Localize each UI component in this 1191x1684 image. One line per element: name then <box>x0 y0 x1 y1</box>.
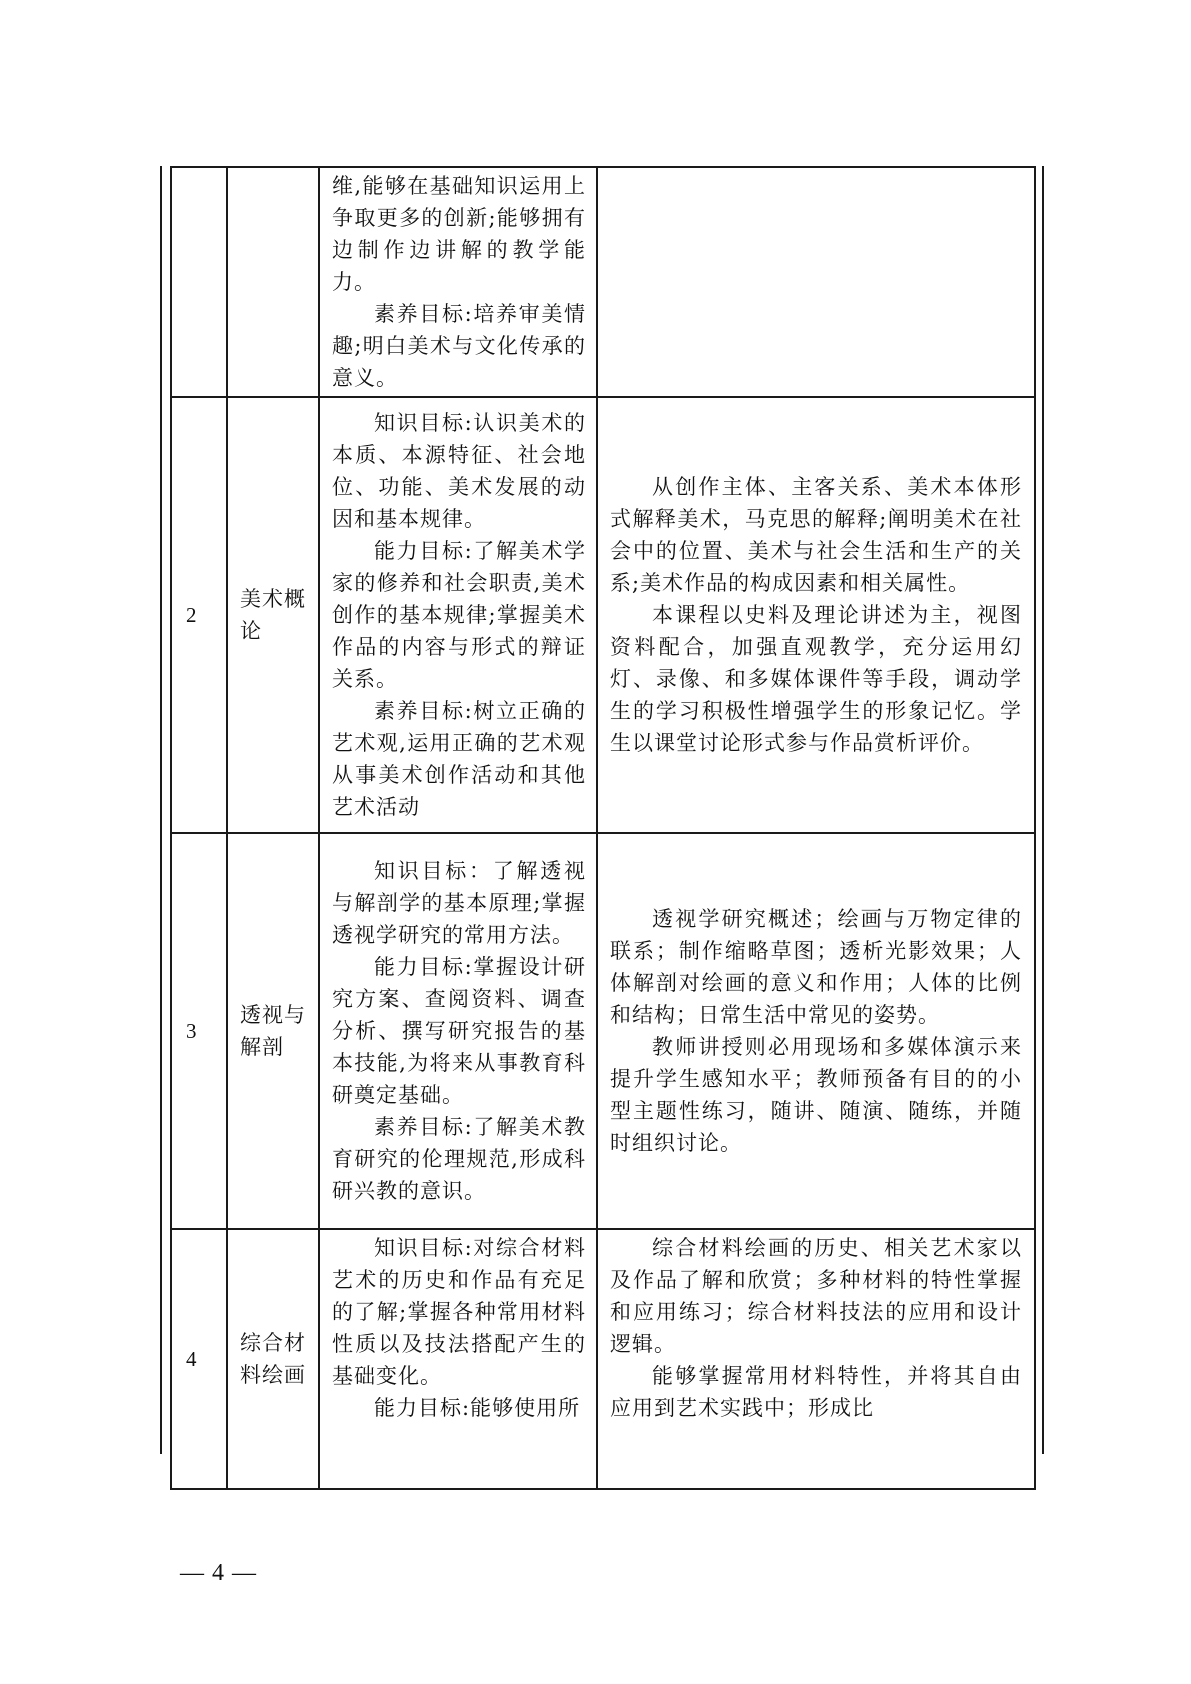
goal-paragraph: 能力目标:能够使用所 <box>374 1396 581 1420</box>
content-paragraph: 从创作主体、主客关系、美术本体形式解释美术，马克思的解释;阐明美术在社会中的位置、美术与社会生活和生产的关系;美术作品的构成因素和相关属性。 <box>610 475 1022 595</box>
course-goals-cell <box>319 167 597 397</box>
course-name-cell: 综合材料绘画 <box>227 1229 319 1489</box>
course-content-cell <box>597 1229 1035 1489</box>
content-paragraph: 教师讲授则必用现场和多媒体演示来提升学生感知水平；教师预备有目的的小型主题性练习，随讲、随演、随练，并随时组织讨论。 <box>610 1035 1022 1155</box>
goal-paragraph: 素养目标:树立正确的艺术观,运用正确的艺术观从事美术创作活动和其他艺术活动 <box>332 699 586 819</box>
content-paragraph: 透视学研究概述；绘画与万物定律的联系；制作缩略草图；透析光影效果；人体解剖对绘画的意义和作用；人体的比例和结构；日常生活中常见的姿势。 <box>610 907 1022 1027</box>
page-number: — 4 — <box>180 1560 257 1586</box>
goal-paragraph: 能力目标:掌握设计研究方案、查阅资料、调查分析、撰写研究报告的基本技能,为将来从事教育科研奠定基础。 <box>332 955 586 1107</box>
curriculum-table <box>170 166 1036 1490</box>
goal-paragraph: 素养目标:了解美术教育研究的伦理规范,形成科研兴教的意识。 <box>332 1115 586 1203</box>
content-paragraph: 综合材料绘画的历史、相关艺术家以及作品了解和欣赏；多种材料的特性掌握和应用练习；综合材料技法的应用和设计逻辑。 <box>610 1236 1022 1356</box>
goal-paragraph: 知识目标:认识美术的本质、本源特征、社会地位、功能、美术发展的动因和基本规律。 <box>332 411 586 531</box>
course-content-cell <box>597 167 1035 397</box>
course-number-cell: 4 <box>171 1229 227 1489</box>
goal-paragraph: 维,能够在基础知识运用上争取更多的创新;能够拥有边制作边讲解的教学能力。 <box>332 174 586 294</box>
course-goals-cell <box>319 397 597 833</box>
course-number-cell: 2 <box>171 397 227 833</box>
course-name-cell: 美术概论 <box>227 397 319 833</box>
goal-paragraph: 素养目标:培养审美情趣;明白美术与文化传承的意义。 <box>332 302 586 390</box>
course-number-cell <box>171 167 227 397</box>
goal-paragraph: 知识目标:对综合材料艺术的历史和作品有充足的了解;掌握各种常用材料性质以及技法搭配产生的基础变化。 <box>332 1236 586 1388</box>
goal-paragraph: 知识目标：了解透视与解剖学的基本原理;掌握透视学研究的常用方法。 <box>332 859 586 947</box>
table-row <box>171 397 1035 833</box>
course-goals-cell <box>319 833 597 1229</box>
table-row <box>171 167 1035 397</box>
course-content-cell <box>597 833 1035 1229</box>
course-goals-cell <box>319 1229 597 1489</box>
table-row <box>171 833 1035 1229</box>
course-name-cell <box>227 167 319 397</box>
course-number-cell: 3 <box>171 833 227 1229</box>
table-row <box>171 1229 1035 1489</box>
course-name-cell: 透视与解剖 <box>227 833 319 1229</box>
content-paragraph: 能够掌握常用材料特性，并将其自由应用到艺术实践中；形成比 <box>610 1364 1022 1420</box>
content-paragraph: 本课程以史料及理论讲述为主，视图资料配合，加强直观教学，充分运用幻灯、录像、和多媒体课件等手段，调动学生的学习积极性增强学生的形象记忆。学生以课堂讨论形式参与作品赏析评价。 <box>610 603 1022 755</box>
goal-paragraph: 能力目标:了解美术学家的修养和社会职责,美术创作的基本规律;掌握美术作品的内容与形式的辩证关系。 <box>332 539 586 691</box>
course-content-cell <box>597 397 1035 833</box>
